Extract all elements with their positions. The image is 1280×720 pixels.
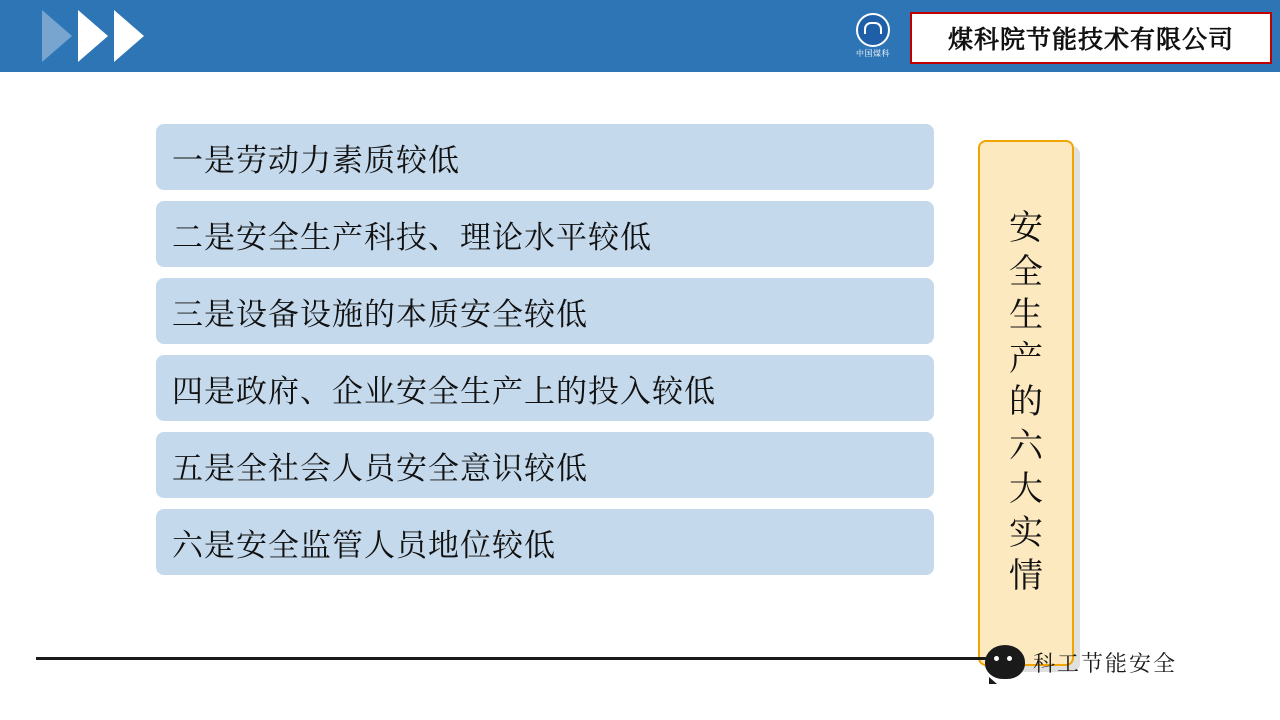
chevron-group [42,0,150,72]
vertical-title-char: 大 [1009,471,1043,509]
list-item [156,278,934,344]
footer-divider [36,657,1006,660]
list-item [156,355,934,421]
vertical-title-char: 实 [1009,514,1043,552]
list-item-label: 六是安全监管人员地位较低 [172,527,556,563]
slide-body [0,72,1280,720]
list-item-label: 四是政府、企业安全生产上的投入较低 [172,373,716,409]
wechat-tail-icon [989,677,997,684]
chevron-right-icon [78,10,108,62]
list-item-label: 二是安全生产科技、理论水平较低 [172,219,652,255]
list-item [156,201,934,267]
chevron-right-icon [114,10,144,62]
vertical-title-char: 全 [1009,253,1043,291]
footer-brand [985,632,1255,692]
wechat-icon [985,645,1025,679]
vertical-title-char: 生 [1009,297,1043,335]
vertical-title-char: 情 [1009,558,1043,596]
list-item-label: 一是劳动力素质较低 [172,142,460,178]
slide-header [0,0,1280,72]
vertical-title-char: 产 [1009,340,1043,378]
vertical-title-char: 的 [1009,384,1043,422]
company-name-text: 煤科院节能技术有限公司 [947,26,1234,54]
bullet-list [156,124,934,578]
vertical-title-callout [978,140,1074,666]
list-item-label: 五是全社会人员安全意识较低 [172,450,588,486]
list-item [156,509,934,575]
vertical-title-char: 安 [1009,210,1043,248]
logo-mark-icon [856,13,890,47]
company-logo [844,10,902,62]
company-name-box [910,12,1272,64]
chevron-right-icon [42,10,72,62]
list-item [156,432,934,498]
list-item [156,124,934,190]
footer-brand-label: 科工节能安全 [1033,650,1178,676]
list-item-label: 三是设备设施的本质安全较低 [172,296,588,332]
vertical-title-char: 六 [1009,427,1043,465]
logo-caption: 中国煤科 [856,49,890,58]
